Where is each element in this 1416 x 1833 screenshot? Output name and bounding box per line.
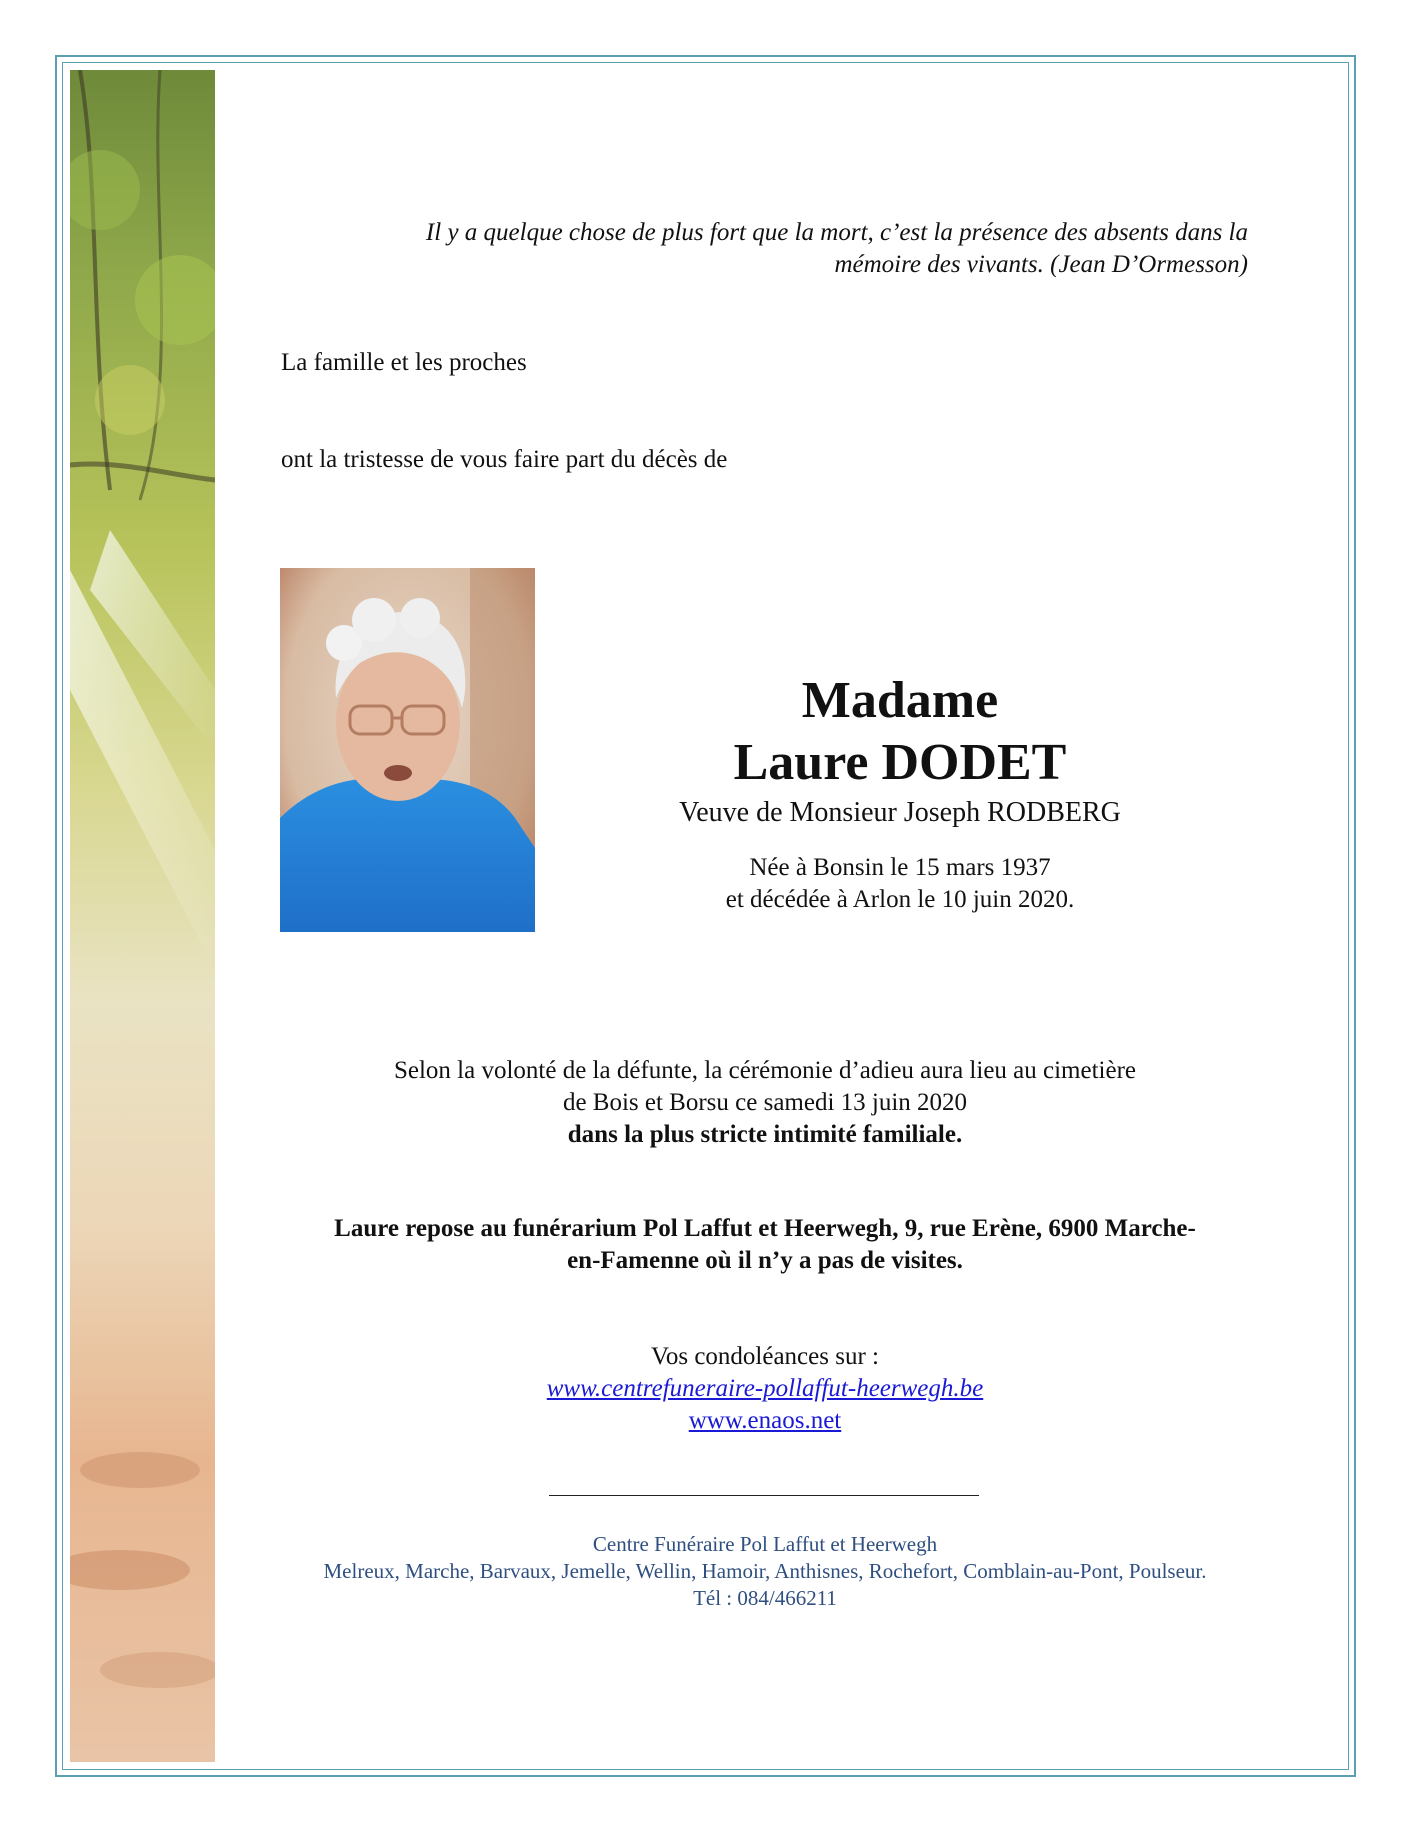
- repose-line-2: en-Famenne où il n’y a pas de visites.: [567, 1247, 963, 1274]
- repose-info: [280, 1213, 1250, 1277]
- condolences-link-enaos[interactable]: www.enaos.net: [688, 1407, 842, 1434]
- footer-phone: Tél : 084/466211: [693, 1586, 837, 1610]
- deceased-name: Laure DODET: [733, 734, 1067, 791]
- intro-announcement: ont la tristesse de vous faire part du décès de: [281, 446, 728, 473]
- deceased-spouse: Veuve de Monsieur Joseph RODBERG: [679, 797, 1121, 828]
- repose-line-1: Laure repose au funérarium Pol Laffut et Heerwegh, 9, rue Erène, 6900 Marche-: [334, 1215, 1196, 1242]
- condolences: [280, 1341, 1250, 1437]
- page-border-inner: [62, 62, 1349, 1770]
- birth-line: Née à Bonsin le 15 mars 1937: [749, 854, 1051, 881]
- deceased-dates: [600, 852, 1200, 916]
- ceremony-info: [280, 1055, 1250, 1151]
- intro-family: La famille et les proches: [281, 349, 527, 376]
- footer-company: Centre Funéraire Pol Laffut et Heerwegh: [592, 1532, 938, 1556]
- portrait-photo: [280, 568, 535, 932]
- footer-locations: Melreux, Marche, Barvaux, Jemelle, Wellin, Hamoir, Anthisnes, Rochefort, Comblain-au-Pont, Poulseur.: [323, 1559, 1207, 1583]
- deceased-block: [600, 670, 1200, 916]
- ceremony-line-3: dans la plus stricte intimité familiale.: [567, 1121, 963, 1148]
- quote: [300, 217, 1248, 281]
- separator-line: [549, 1495, 979, 1496]
- death-line: et décédée à Arlon le 10 juin 2020.: [725, 886, 1075, 913]
- deceased-title: Madame: [801, 672, 999, 729]
- condolences-link-funeral-centre[interactable]: www.centrefuneraire-pollaffut-heerwegh.be: [546, 1375, 984, 1402]
- condolences-label: Vos condoléances sur :: [651, 1343, 879, 1370]
- ceremony-line-1: Selon la volonté de la défunte, la cérémonie d’adieu aura lieu au cimetière: [393, 1057, 1137, 1084]
- quote-line-1: Il y a quelque chose de plus fort que la mort, c’est la présence des absents dans la: [425, 219, 1248, 246]
- ceremony-line-2: de Bois et Borsu ce samedi 13 juin 2020: [562, 1089, 968, 1116]
- forest-path-image: [70, 70, 215, 1762]
- quote-line-2: mémoire des vivants. (Jean D’Ormesson): [834, 251, 1248, 278]
- footer: [280, 1531, 1250, 1612]
